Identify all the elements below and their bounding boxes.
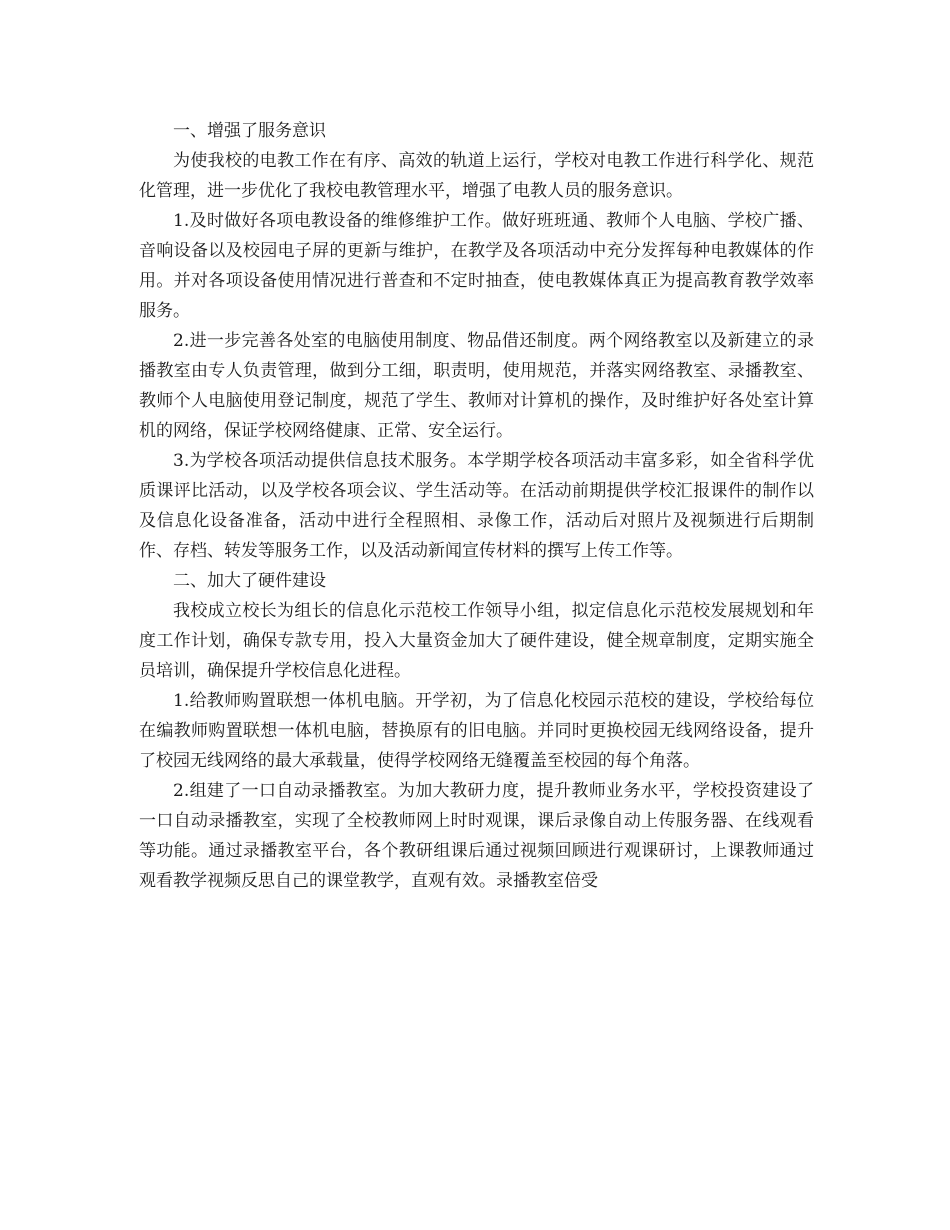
section-heading-1: 一、增强了服务意识 (173, 121, 326, 141)
paragraph: 2.进一步完善各处室的电脑使用制度、物品借还制度。两个网络教室以及新建立的录播教室由专人负责管理，做到分工细，职责明，使用规范，并落实网络教室、录播教室、教师个人电脑使用登记制度，规范了学生、教师对计算机的操作，及时维护好各处室计算机的网络，保证学校网络健康、正常、安全运行。 (139, 331, 814, 441)
paragraph: 1.给教师购置联想一体机电脑。开学初，为了信息化校园示范校的建设，学校给每位在编教师购置联想一体机电脑，替换原有的旧电脑。并同时更换校园无线网络设备，提升了校园无线网络的最大承载量，使得学校网络无缝覆盖至校园的每个角落。 (139, 691, 814, 771)
paragraph: 2.组建了一口自动录播教室。为加大教研力度，提升教师业务水平，学校投资建设了一口自动录播教室，实现了全校教师网上时时观课，课后录像自动上传服务器、在线观看等功能。通过录播教室平台，各个教研组课后通过视频回顾进行观课研讨，上课教师通过观看教学视频反思自己的课堂教学，直观有效。录播教室倍受 (139, 781, 814, 891)
paragraph: 我校成立校长为组长的信息化示范校工作领导小组，拟定信息化示范校发展规划和年度工作计划，确保专款专用，投入大量资金加大了硬件建设，健全规章制度，定期实施全员培训，确保提升学校信息化进程。 (139, 601, 814, 681)
document-body (139, 116, 814, 896)
paragraph: 1.及时做好各项电教设备的维修维护工作。做好班班通、教师个人电脑、学校广播、音响设备以及校园电子屏的更新与维护，在教学及各项活动中充分发挥每种电教媒体的作用。并对各项设备使用情况进行普查和不定时抽查，使电教媒体真正为提高教育教学效率服务。 (139, 211, 814, 321)
paragraph: 为使我校的电教工作在有序、高效的轨道上运行，学校对电教工作进行科学化、规范化管理，进一步优化了我校电教管理水平，增强了电教人员的服务意识。 (139, 151, 814, 201)
paragraph: 3.为学校各项活动提供信息技术服务。本学期学校各项活动丰富多彩，如全省科学优质课评比活动，以及学校各项会议、学生活动等。在活动前期提供学校汇报课件的制作以及信息化设备准备，活动中进行全程照相、录像工作，活动后对照片及视频进行后期制作、存档、转发等服务工作，以及活动新闻宣传材料的撰写上传工作等。 (139, 451, 814, 561)
section-heading-2: 二、加大了硬件建设 (173, 571, 326, 591)
